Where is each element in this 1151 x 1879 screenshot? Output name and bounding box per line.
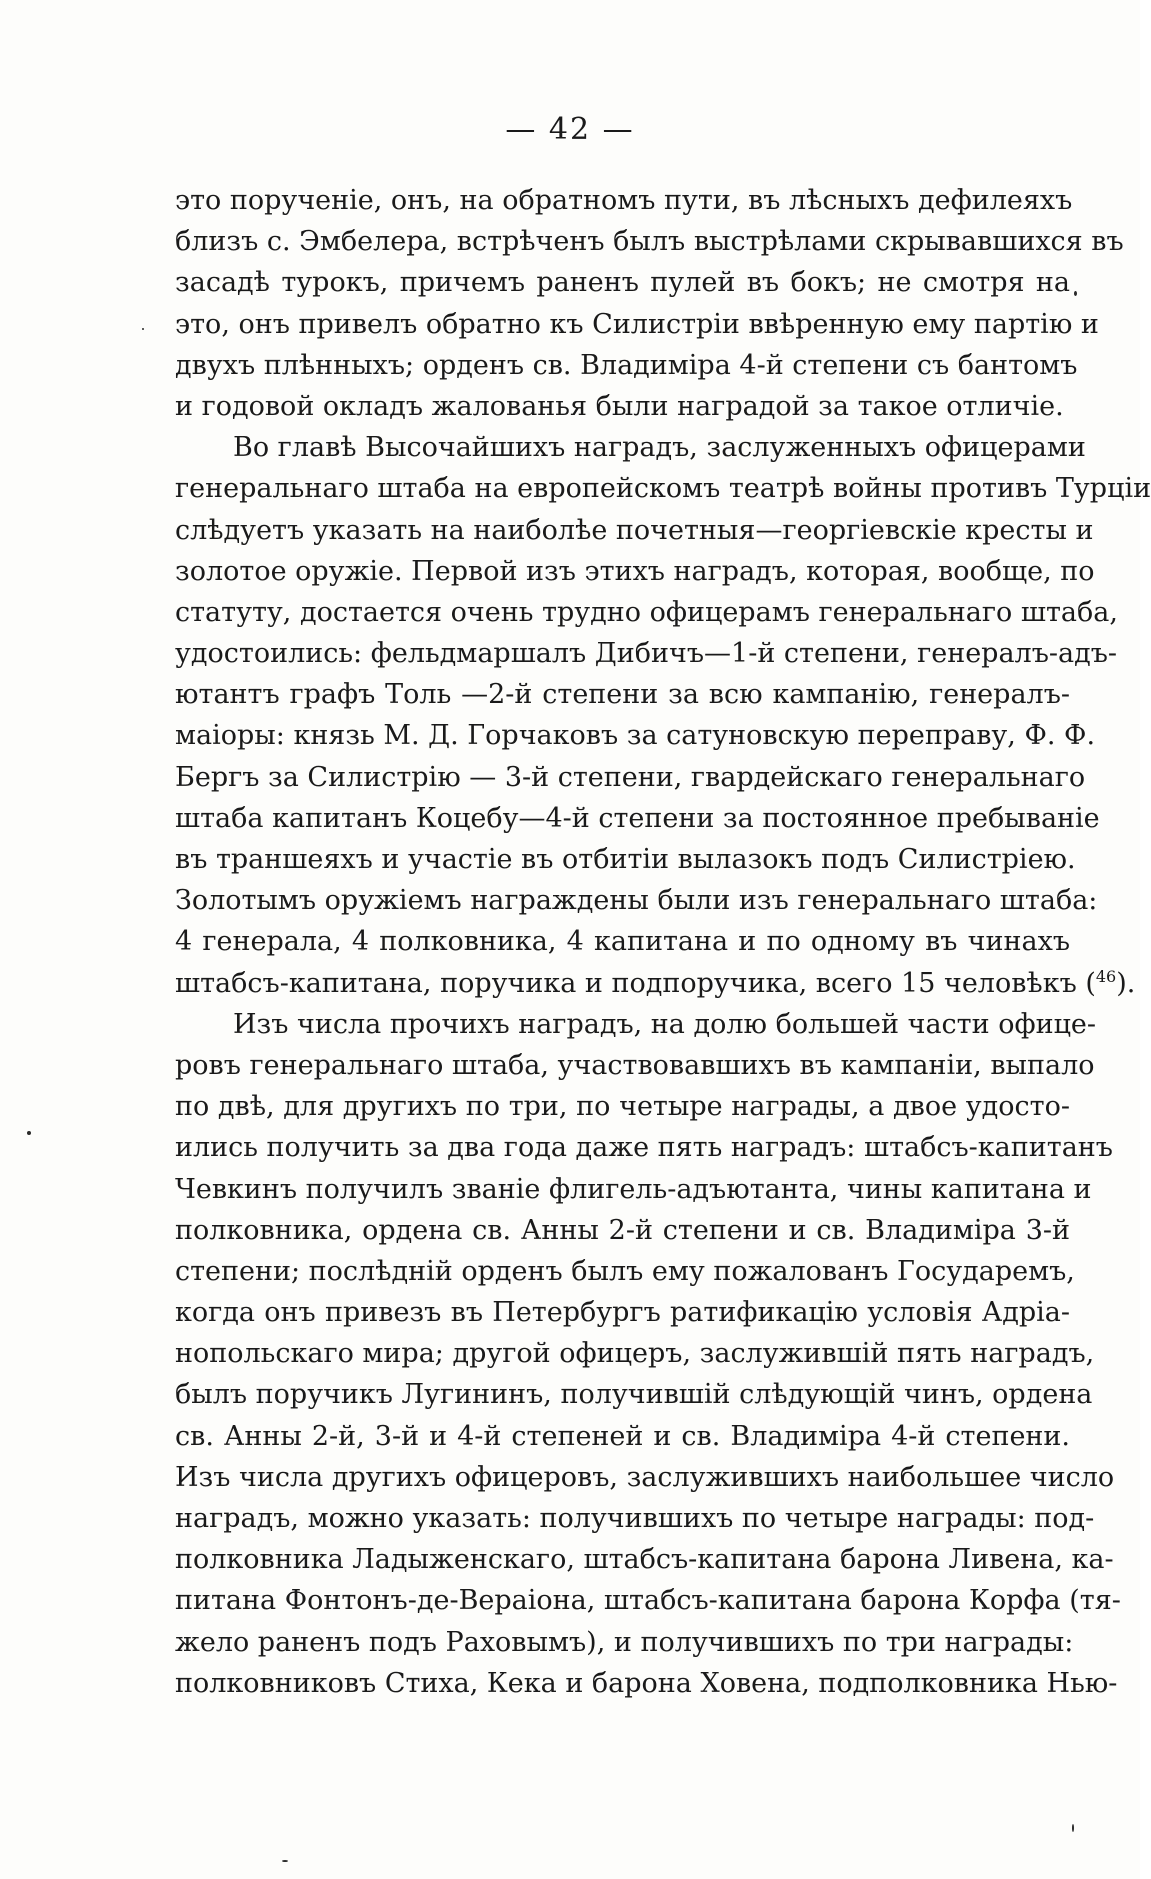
text-line-content: св. Анны 2-й, 3-й и 4-й степеней и св. Владиміра 4-й степени. — [175, 1420, 1070, 1452]
scan-speck — [1072, 1824, 1074, 1832]
text-line-content: Изъ числа другихъ офицеровъ, заслужившихъ наибольшее число — [175, 1461, 1115, 1493]
body-text — [175, 180, 1151, 1704]
text-line — [175, 345, 1078, 386]
text-line-content: засадѣ турокъ, причемъ раненъ пулей въ бокъ; не смотря на — [175, 267, 1070, 299]
text-line-content: слѣдуетъ указать на наиболѣе почетныя—георгіевскіе кресты и — [175, 514, 1094, 546]
text-line — [175, 427, 1086, 468]
text-line — [175, 1086, 1070, 1127]
scan-speck — [27, 1131, 31, 1135]
text-line-content: это порученіе, онъ, на обратномъ пути, въ лѣсныхъ дефилеяхъ — [175, 185, 1073, 216]
text-line — [175, 1292, 1070, 1333]
text-line — [175, 880, 1098, 921]
text-line — [175, 715, 1096, 756]
text-line — [175, 386, 1070, 427]
text-line — [175, 1210, 1070, 1251]
text-line — [175, 963, 1136, 1004]
text-line — [175, 468, 1151, 509]
text-line-content: генеральнаго штаба на европейскомъ театрѣ войны противъ Турціи — [175, 473, 1151, 505]
text-line-content: Изъ числа прочихъ наградъ, на долю большей части офице- — [233, 1008, 1097, 1040]
text-line-content: полковника Ладыженскаго, штабсъ-капитана барона Ливена, ка- — [175, 1544, 1114, 1576]
text-line — [175, 221, 1124, 262]
text-line-content: двухъ плѣнныхъ; орденъ св. Владиміра 4-й степени съ бантомъ — [175, 349, 1078, 381]
text-line-content: былъ поручикъ Лугининъ, получившій слѣдующій чинъ, ордена — [175, 1379, 1093, 1411]
text-line-content: маіоры: князь М. Д. Горчаковъ за сатуновскую переправу, Ф. Ф. — [175, 720, 1096, 752]
text-line-content: нопольскаго мира; другой офицеръ, заслужившій пять наградъ, — [175, 1338, 1095, 1370]
page-number: — 42 — — [505, 112, 635, 147]
text-line — [175, 1374, 1093, 1415]
text-line-content: питана Фонтонъ-де-Вераіона, штабсъ-капитана барона Корфа (тя- — [175, 1585, 1121, 1617]
text-line-content: полковниковъ Стиха, Кека и барона Ховена, подполковника Нью- — [175, 1667, 1118, 1699]
text-line — [175, 1045, 1095, 1086]
text-line — [175, 1457, 1115, 1498]
text-line-content: 4 генерала, 4 полковника, 4 капитана и по одному въ чинахъ — [175, 926, 1070, 958]
text-line — [175, 1127, 1113, 1168]
text-line — [175, 1539, 1114, 1580]
text-line-content: золотое оружіе. Первой изъ этихъ наградъ, которая, вообще, по — [175, 555, 1095, 587]
text-line-content: штабсъ-капитана, поручика и подпоручика, всего 15 человѣкъ ( — [175, 967, 1096, 999]
text-line-content: статуту, достается очень трудно офицерамъ генеральнаго штаба, — [175, 596, 1118, 628]
text-line — [175, 304, 1099, 345]
text-line — [175, 1622, 1074, 1663]
text-line-content: близъ с. Эмбелера, встрѣченъ былъ выстрѣлами скрывавшихся въ — [175, 226, 1124, 258]
text-line — [175, 262, 1070, 303]
footnote-marker: 46 — [1095, 966, 1117, 986]
text-line-content: удостоились: фельдмаршалъ Дибичъ—1-й степени, генералъ-адъ- — [175, 638, 1118, 670]
text-line-content: штаба капитанъ Коцебу—4-й степени за постоянное пребываніе — [175, 802, 1100, 834]
text-line — [175, 921, 1070, 962]
text-line-content: Золотымъ оружіемъ награждены были изъ генеральнаго штаба: — [175, 885, 1098, 917]
text-line — [175, 180, 1073, 221]
text-line — [175, 1251, 1075, 1292]
text-line-content: степени; послѣдній орденъ былъ ему пожалованъ Государемъ, — [175, 1255, 1075, 1287]
text-line-content: когда онъ привезъ въ Петербургъ ратификацію условія Адріа- — [175, 1297, 1070, 1329]
text-line — [175, 1169, 1092, 1210]
text-line-content: Во главѣ Высочайшихъ наградъ, заслуженныхъ офицерами — [233, 432, 1086, 464]
text-line-content: наградъ, можно указать: получившихъ по четыре награды: под- — [175, 1503, 1095, 1534]
text-line — [175, 1580, 1121, 1621]
text-line-content: въ траншеяхъ и участіе въ отбитіи вылазокъ подъ Силистріею. — [175, 844, 1076, 875]
text-line — [175, 1663, 1118, 1704]
text-line — [175, 1498, 1095, 1539]
text-line-content: полковника, ордена св. Анны 2-й степени и св. Владиміра 3-й — [175, 1214, 1070, 1246]
text-line — [175, 839, 1076, 880]
text-line — [175, 510, 1094, 551]
text-line-content: ютантъ графъ Толь —2-й степени за всю кампанію, генералъ- — [175, 679, 1070, 711]
text-line — [175, 757, 1086, 798]
text-line-content: по двѣ, для другихъ по три, по четыре награды, а двое удосто- — [175, 1091, 1070, 1123]
text-line — [175, 1416, 1070, 1457]
text-line — [175, 798, 1100, 839]
text-line-tail: ). — [1116, 967, 1136, 999]
text-line — [175, 592, 1118, 633]
text-line — [175, 1004, 1097, 1045]
scan-speck — [282, 1860, 288, 1862]
text-line-content: Чевкинъ получилъ званіе флигель-адъютанта, чины капитана и — [175, 1173, 1092, 1205]
text-line-content: жело раненъ подъ Раховымъ), и получившихъ по три награды: — [175, 1626, 1074, 1658]
text-line-content: ровъ генеральнаго штаба, участвовавшихъ въ кампаніи, выпало — [175, 1049, 1095, 1081]
text-line — [175, 551, 1095, 592]
scan-speck — [142, 328, 144, 330]
scan-speck — [1074, 291, 1077, 296]
text-line — [175, 1333, 1095, 1374]
text-line-content: и годовой окладъ жалованья были наградой за такое отличіе. — [175, 390, 1064, 422]
text-line-content: это, онъ привелъ обратно къ Силистріи ввѣренную ему партію и — [175, 308, 1099, 340]
text-line — [175, 674, 1070, 715]
text-line — [175, 633, 1118, 674]
text-line-content: Бергъ за Силистрію — 3-й степени, гвардейскаго генеральнаго — [175, 761, 1086, 793]
text-line-content: ились получить за два года даже пять наградъ: штабсъ-капитанъ — [175, 1132, 1113, 1164]
